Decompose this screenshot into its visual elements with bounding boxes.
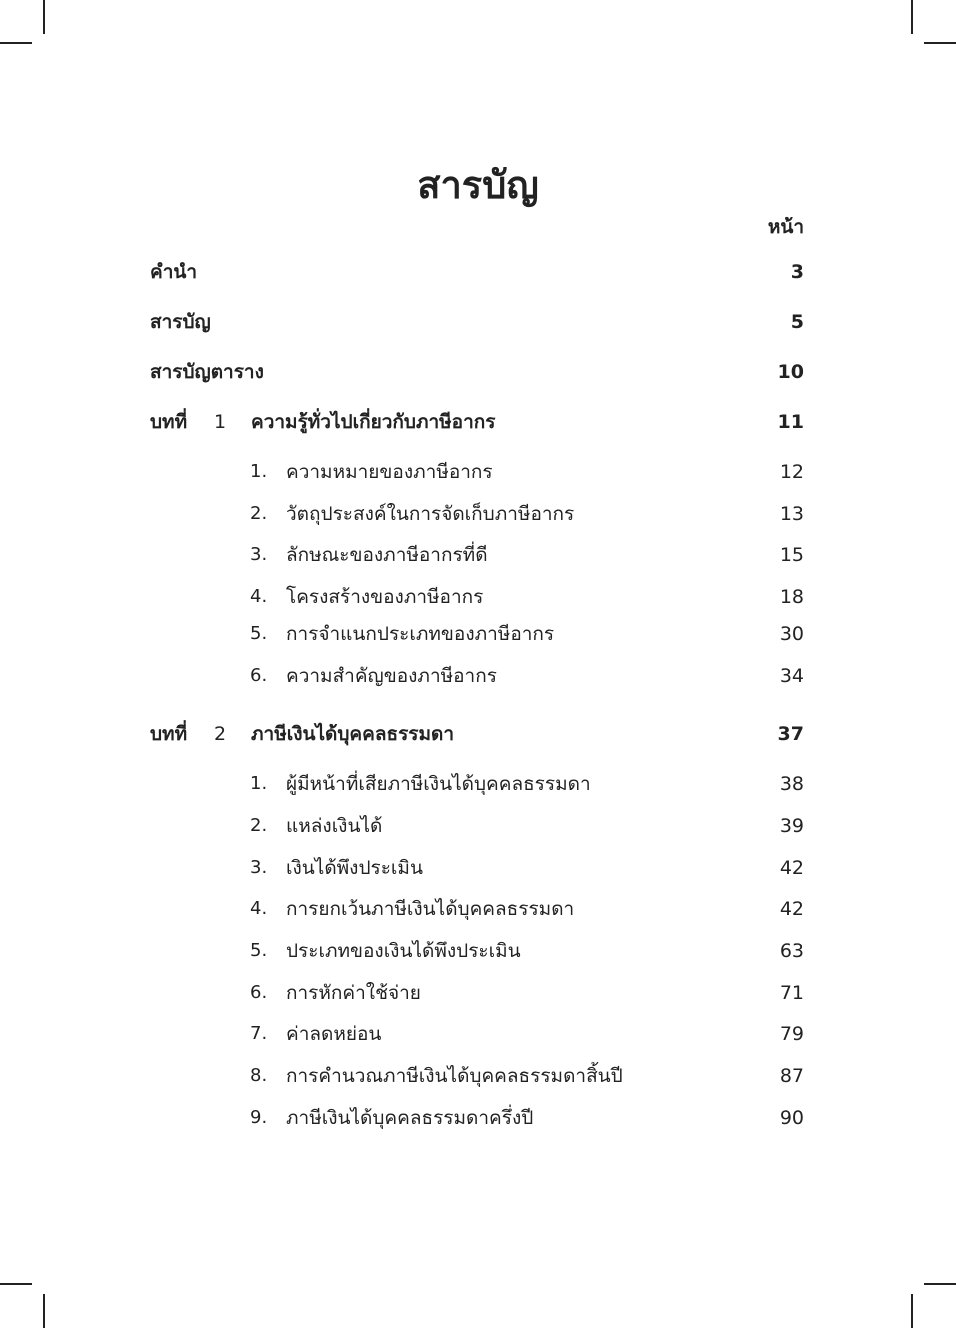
toc-entry[interactable] — [150, 256, 804, 288]
toc-entry-page: 13 — [779, 503, 804, 525]
toc-section[interactable] — [150, 498, 804, 530]
section-number: 6. — [250, 665, 268, 686]
section-title: การหักค่าใช้จ่าย — [286, 982, 421, 1004]
toc-section[interactable] — [150, 581, 804, 613]
toc-chapter[interactable] — [150, 718, 804, 750]
section-number: 9. — [250, 1107, 268, 1128]
toc-section[interactable] — [150, 539, 804, 571]
crop-mark-top-left — [43, 0, 45, 34]
toc-entry-page: 5 — [790, 311, 804, 333]
section-title: ความหมายของภาษีอากร — [286, 461, 493, 483]
section-number: 4. — [250, 898, 268, 919]
toc-entry-page: 34 — [779, 665, 804, 687]
section-number: 5. — [250, 940, 268, 961]
section-number: 2. — [250, 503, 268, 524]
section-title: ความสำคัญของภาษีอากร — [286, 665, 497, 687]
toc-chapter[interactable] — [150, 406, 804, 438]
page-title: สารบัญ — [417, 163, 539, 207]
toc-entry-page: 12 — [779, 461, 804, 483]
section-title: ผู้มีหน้าที่เสียภาษีเงินได้บุคคลธรรมดา — [286, 773, 591, 795]
section-title: แหล่งเงินได้ — [286, 815, 383, 837]
toc-entry-page: 11 — [777, 411, 804, 433]
crop-mark-bottom-left — [0, 1283, 32, 1285]
crop-mark-bottom-left — [43, 1294, 45, 1328]
toc-section[interactable] — [150, 977, 804, 1009]
toc-entry-page: 39 — [779, 815, 804, 837]
toc-section[interactable] — [150, 456, 804, 488]
toc-section[interactable] — [150, 893, 804, 925]
section-title: การยกเว้นภาษีเงินได้บุคคลธรรมดา — [286, 898, 575, 920]
toc-entry-page: 18 — [779, 586, 804, 608]
section-title: ภาษีเงินได้บุคคลธรรมดาครึ่งปี — [286, 1107, 534, 1129]
toc-entry-label: สารบัญตาราง — [150, 361, 264, 383]
toc-entry-page: 30 — [779, 623, 804, 645]
chapter-prefix: บทที่ — [150, 723, 188, 745]
toc-entry-page: 87 — [779, 1065, 804, 1087]
section-number: 3. — [250, 857, 268, 878]
toc-entry-label: สารบัญ — [150, 311, 211, 333]
crop-mark-top-left — [0, 42, 32, 44]
crop-mark-bottom-right — [924, 1283, 956, 1285]
toc-section[interactable] — [150, 768, 804, 800]
page-column-header: หน้า — [767, 216, 804, 238]
section-title: โครงสร้างของภาษีอากร — [286, 586, 484, 608]
toc-section[interactable] — [150, 852, 804, 884]
section-number: 4. — [250, 586, 268, 607]
toc-entry-label: คำนำ — [150, 261, 198, 283]
section-title: การคำนวณภาษีเงินได้บุคคลธรรมดาสิ้นปี — [286, 1065, 623, 1087]
toc-section[interactable] — [150, 1018, 804, 1050]
section-number: 5. — [250, 623, 268, 644]
chapter-title: ภาษีเงินได้บุคคลธรรมดา — [251, 723, 455, 745]
toc-section[interactable] — [150, 618, 804, 650]
section-title: การจำแนกประเภทของภาษีอากร — [286, 623, 555, 645]
toc-entry-page: 37 — [777, 723, 804, 745]
section-title: วัตถุประสงค์ในการจัดเก็บภาษีอากร — [286, 503, 575, 525]
toc-section[interactable] — [150, 810, 804, 842]
chapter-number: 2 — [214, 723, 227, 745]
toc-section[interactable] — [150, 1102, 804, 1134]
crop-mark-top-right — [924, 42, 956, 44]
toc-entry-page: 71 — [779, 982, 804, 1004]
toc-entry-page: 10 — [777, 361, 804, 383]
toc-entry-page: 42 — [779, 898, 804, 920]
section-title: เงินได้พึงประเมิน — [286, 857, 423, 879]
toc-section[interactable] — [150, 1060, 804, 1092]
chapter-title: ความรู้ทั่วไปเกี่ยวกับภาษีอากร — [251, 411, 496, 433]
crop-mark-bottom-right — [911, 1294, 913, 1328]
toc-entry[interactable] — [150, 306, 804, 338]
toc-entry-page: 90 — [779, 1107, 804, 1129]
section-number: 6. — [250, 982, 268, 1003]
section-number: 3. — [250, 544, 268, 565]
section-title: ประเภทของเงินได้พึงประเมิน — [286, 940, 521, 962]
section-number: 1. — [250, 773, 268, 794]
section-number: 7. — [250, 1023, 268, 1044]
section-title: ลักษณะของภาษีอากรที่ดี — [286, 544, 488, 566]
toc-section[interactable] — [150, 660, 804, 692]
section-number: 8. — [250, 1065, 268, 1086]
chapter-prefix: บทที่ — [150, 411, 188, 433]
toc-entry-page: 42 — [779, 857, 804, 879]
toc-section[interactable] — [150, 935, 804, 967]
section-number: 1. — [250, 461, 268, 482]
toc-entry[interactable] — [150, 356, 804, 388]
toc-entry-page: 3 — [790, 261, 804, 283]
section-number: 2. — [250, 815, 268, 836]
toc-entry-page: 38 — [779, 773, 804, 795]
toc-entry-page: 63 — [779, 940, 804, 962]
toc-entry-page: 15 — [779, 544, 804, 566]
section-title: ค่าลดหย่อน — [286, 1023, 382, 1045]
crop-mark-top-right — [911, 0, 913, 34]
chapter-number: 1 — [214, 411, 227, 433]
toc-entry-page: 79 — [779, 1023, 804, 1045]
